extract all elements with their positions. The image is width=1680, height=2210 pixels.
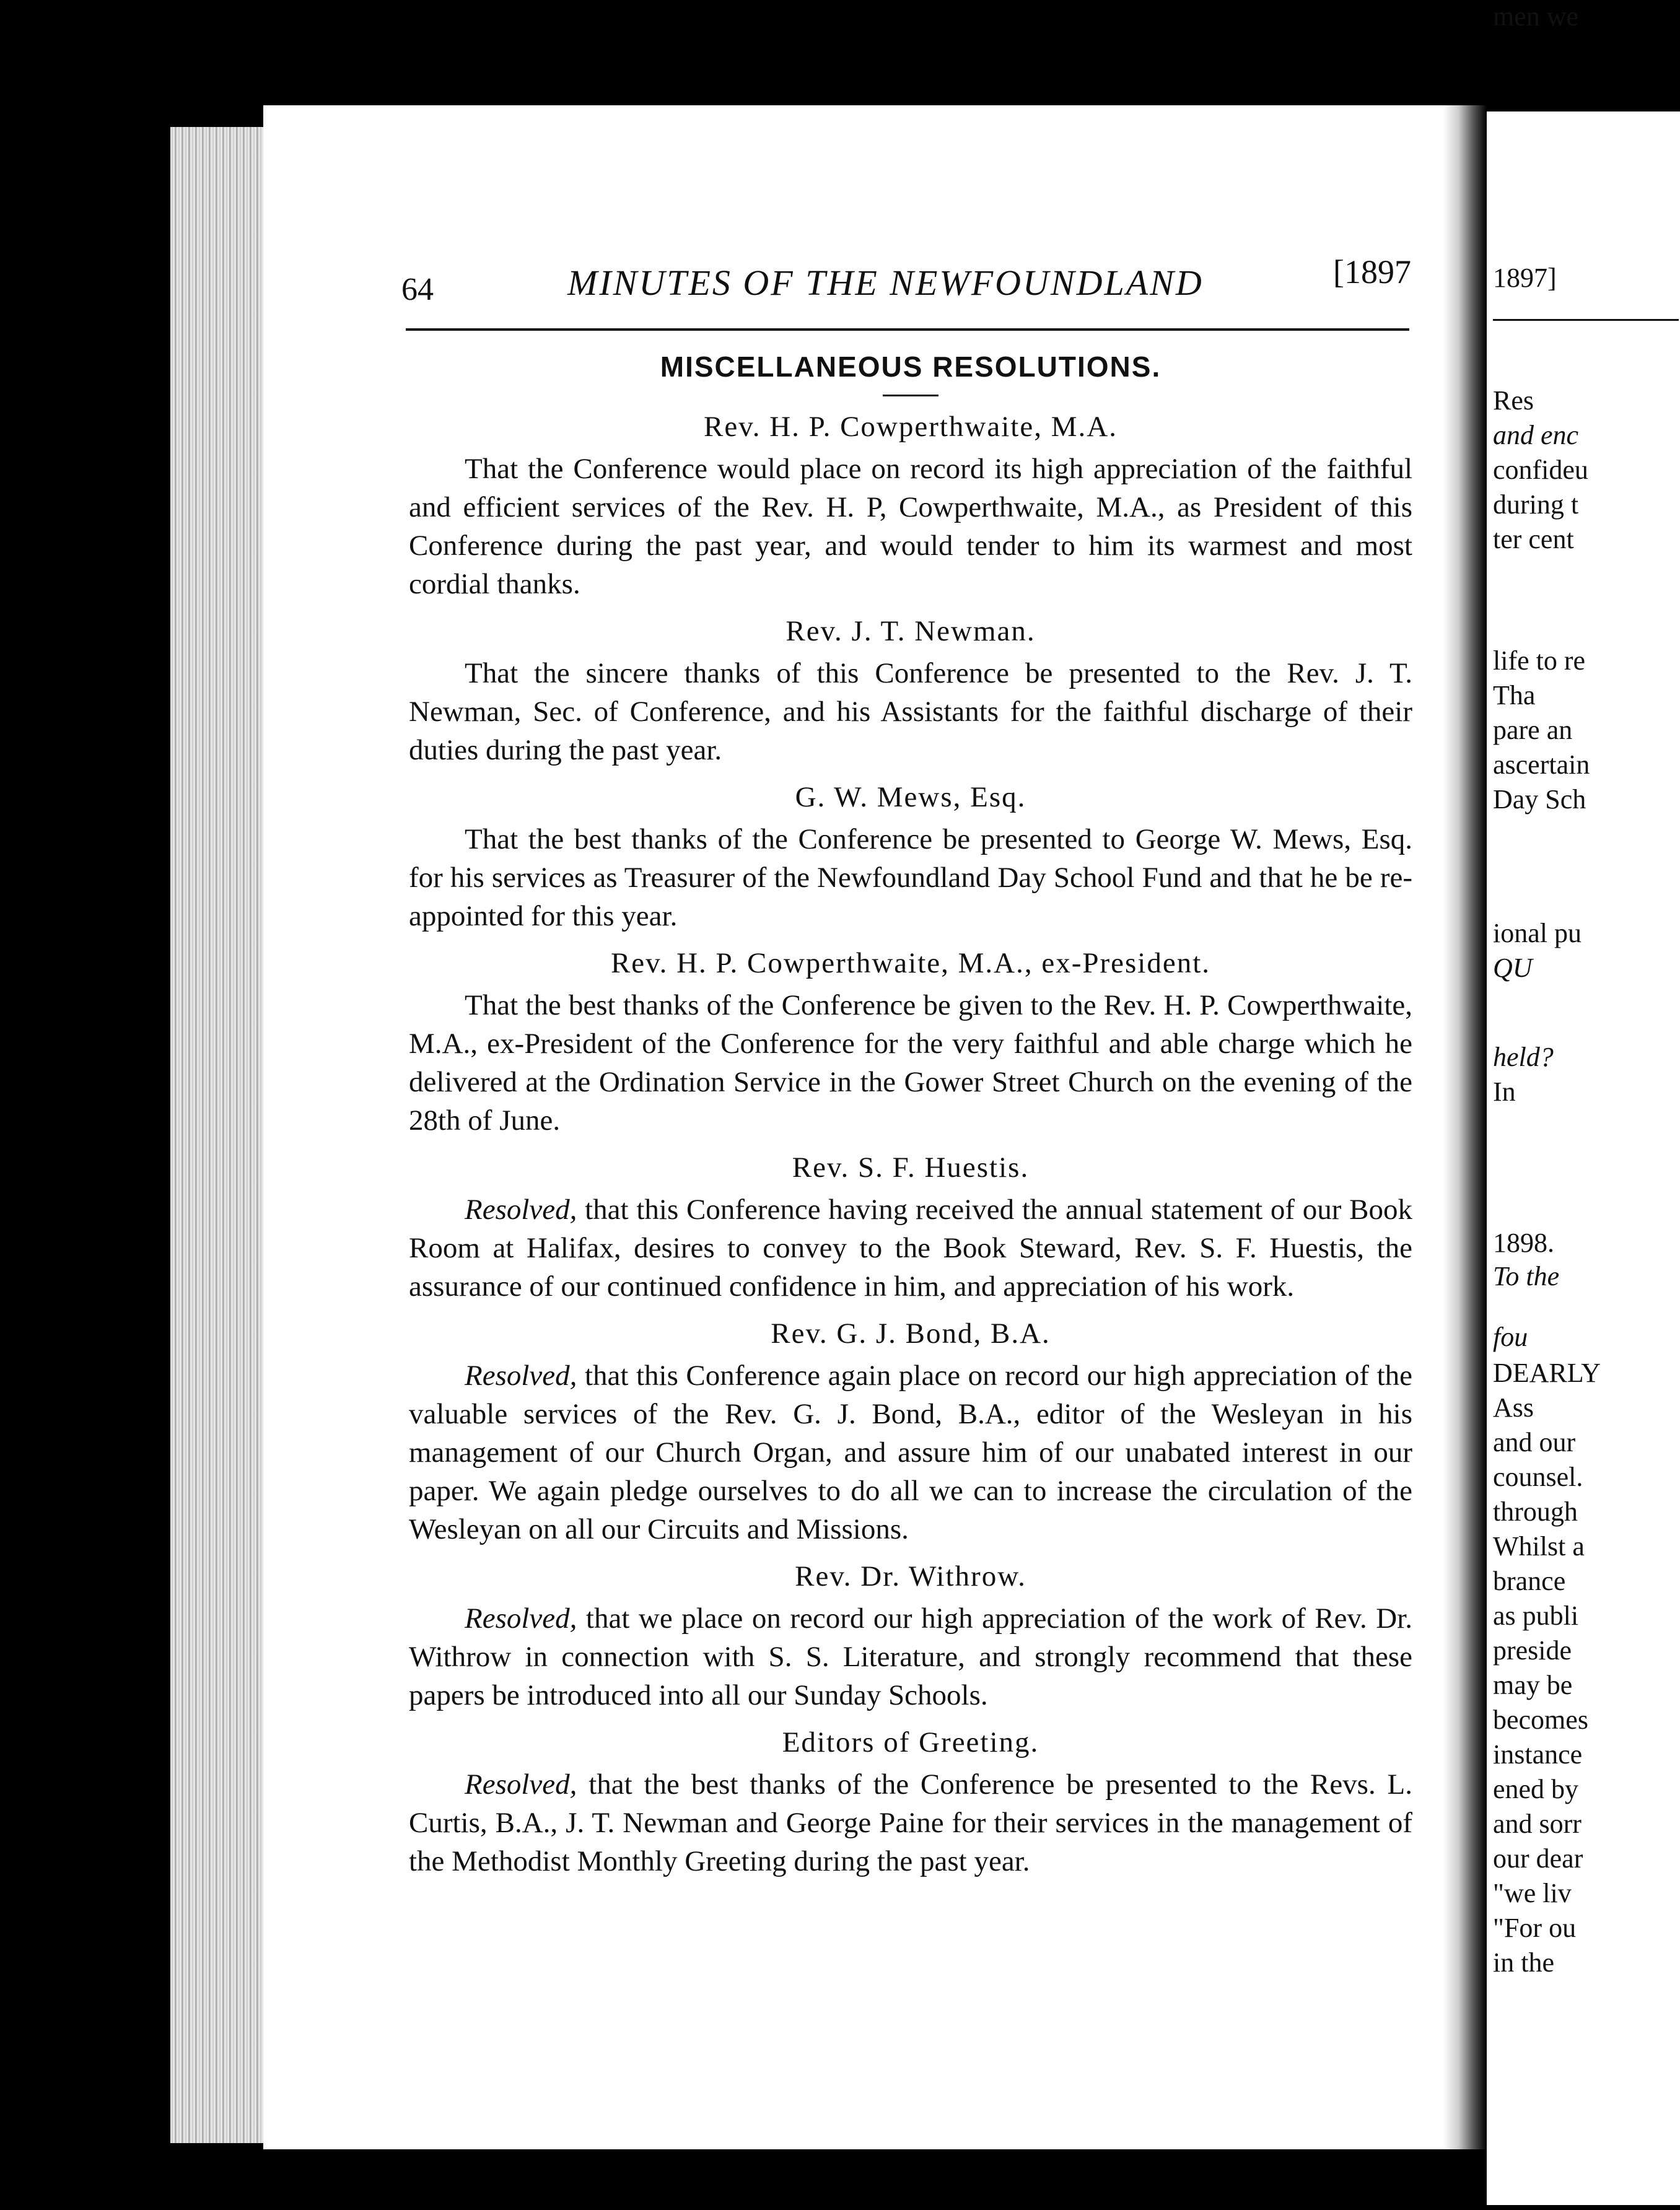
main-content (409, 338, 1412, 1885)
page-number: 64 (401, 272, 434, 307)
right-page-line: Tha (1493, 680, 1536, 710)
right-page-line: becomes (1493, 1705, 1588, 1735)
right-page-line: as publi (1493, 1601, 1579, 1631)
resolution-body: That the Conference would place on record its high appreciation of the faithful and efficient services of the Rev. H. P, Cowperthwaite, M.A., as President of this Conference during the past year, and would tender to him its warmest and most cordial thanks. (409, 453, 1412, 600)
resolution-text (409, 1356, 1412, 1548)
resolution-text (409, 1599, 1412, 1714)
resolution-text (409, 986, 1412, 1140)
right-page-line: during t (1493, 489, 1579, 520)
right-page-line: ascertain (1493, 749, 1590, 780)
right-page-line: counsel. (1493, 1462, 1583, 1492)
right-page-line: "we liv (1493, 1878, 1572, 1908)
right-page-line: may be (1493, 1670, 1573, 1700)
resolution-body: that this Conference having received the annual statement of our Book Room at Halifax, desires to convey to the Book Steward, Rev. S. F. Huestis, the assurance of our continued confidence in him, and appreciation of his work. (409, 1194, 1412, 1303)
right-page-line: fou (1493, 1322, 1528, 1352)
resolution-heading: Editors of Greeting. (782, 1726, 1039, 1758)
right-page-line: ened by (1493, 1774, 1579, 1804)
resolution-heading: Rev. Dr. Withrow. (795, 1560, 1026, 1592)
book-gutter (1443, 105, 1487, 2149)
right-page-line: ional pu (1493, 918, 1582, 948)
resolved-lead: Resolved, (465, 1768, 577, 1801)
right-page-line: ter cent (1493, 524, 1574, 554)
resolved-lead: Resolved, (465, 1194, 577, 1226)
right-page-line: confideu (1493, 455, 1588, 485)
section-title: MISCELLANEOUS RESOLUTIONS. (660, 351, 1162, 383)
page-header (401, 253, 1411, 307)
right-page-line: To the (1493, 1261, 1560, 1291)
resolved-lead: Resolved, (465, 1602, 577, 1635)
running-title: MINUTES OF THE NEWFOUNDLAND (567, 263, 1204, 303)
resolution-body: That the best thanks of the Conference be presented to George W. Mews, Esq. for his services as Treasurer of the Newfoundland Day School Fund and that he be re-appointed for this year. (409, 823, 1412, 932)
right-page-line: and our (1493, 1427, 1576, 1457)
header-rule (406, 328, 1409, 331)
right-page-line: In (1493, 1077, 1516, 1107)
resolution-text (409, 450, 1412, 603)
right-page-line: Whilst a (1493, 1531, 1585, 1561)
right-page-line: in the (1493, 1947, 1554, 1978)
right-page-line: life to re (1493, 645, 1586, 676)
resolution-body: that the best thanks of the Conference be presented to the Revs. L. Curtis, B.A., J. T. Newman and George Paine for their services in the management of the Methodist Monthly Greeting during the past year. (409, 1768, 1412, 1877)
resolution-heading: G. W. Mews, Esq. (795, 781, 1026, 813)
right-page-line: our dear (1493, 1843, 1583, 1874)
right-page-line: brance (1493, 1566, 1566, 1596)
resolution-text (409, 1190, 1412, 1306)
resolution-body: That the best thanks of the Conference be given to the Rev. H. P. Cowperthwaite, M.A., ex-President of the Conference for the very faithful and able charge which he delivered at the Ordination Service in the Gower Street Church on the evening of the 28th of June. (409, 989, 1412, 1137)
resolution-body: That the sincere thanks of this Conference be presented to the Rev. J. T. Newman, Sec. of Conference, and his Assistants for the faithful discharge of their duties during the past year. (409, 657, 1412, 766)
right-page-line: held? (1493, 1042, 1554, 1072)
right-page-line: pare an (1493, 715, 1573, 745)
header-year: [1897 (1333, 253, 1411, 290)
resolution-text (409, 820, 1412, 935)
right-page-line: QU (1493, 953, 1533, 983)
right-page-line: through (1493, 1496, 1578, 1527)
resolution-body: that this Conference again place on record our high appreciation of the valuable services of the Rev. G. J. Bond, B.A., editor of the Wesleyan in his management of our Church Organ, and assure him of our unabated interest in our paper. We again pledge ourselves to do all we can to increase the circulation of the Wesleyan on all our Circuits and Missions. (409, 1360, 1412, 1545)
right-header-rule (1493, 319, 1679, 321)
resolution-body: that we place on record our high appreciation of the work of Rev. Dr. Withrow in connection with S. S. Literature, and strongly recommend that these papers be introduced into all our Sunday Schools. (409, 1602, 1412, 1711)
resolution-text (409, 1765, 1412, 1880)
resolution-text (409, 654, 1412, 769)
right-page-line: "For ou (1493, 1913, 1577, 1943)
title-dash (883, 395, 938, 396)
resolution-heading: Rev. J. T. Newman. (785, 615, 1036, 647)
right-page-line: preside (1493, 1635, 1572, 1666)
right-page-line: and enc (1493, 420, 1579, 450)
right-page-line: men we (1493, 1, 1579, 32)
resolution-heading: Rev. H. P. Cowperthwaite, M.A., ex-President. (610, 947, 1211, 979)
resolution-heading: Rev. H. P. Cowperthwaite, M.A. (704, 411, 1118, 443)
resolution-heading: Rev. G. J. Bond, B.A. (771, 1317, 1051, 1350)
right-page-line: instance (1493, 1739, 1583, 1770)
right-page-line: Day Sch (1493, 784, 1586, 815)
page-edges (170, 127, 269, 2143)
resolved-lead: Resolved, (465, 1360, 577, 1392)
right-page-line: Res (1493, 385, 1534, 416)
right-page-line: DEARLY (1493, 1358, 1601, 1388)
right-page-line: and sorr (1493, 1809, 1582, 1839)
resolution-heading: Rev. S. F. Huestis. (792, 1151, 1030, 1184)
right-page-line: 1898. (1493, 1228, 1554, 1258)
right-page-year: 1897] (1493, 263, 1557, 293)
right-page-line: Ass (1493, 1392, 1534, 1423)
